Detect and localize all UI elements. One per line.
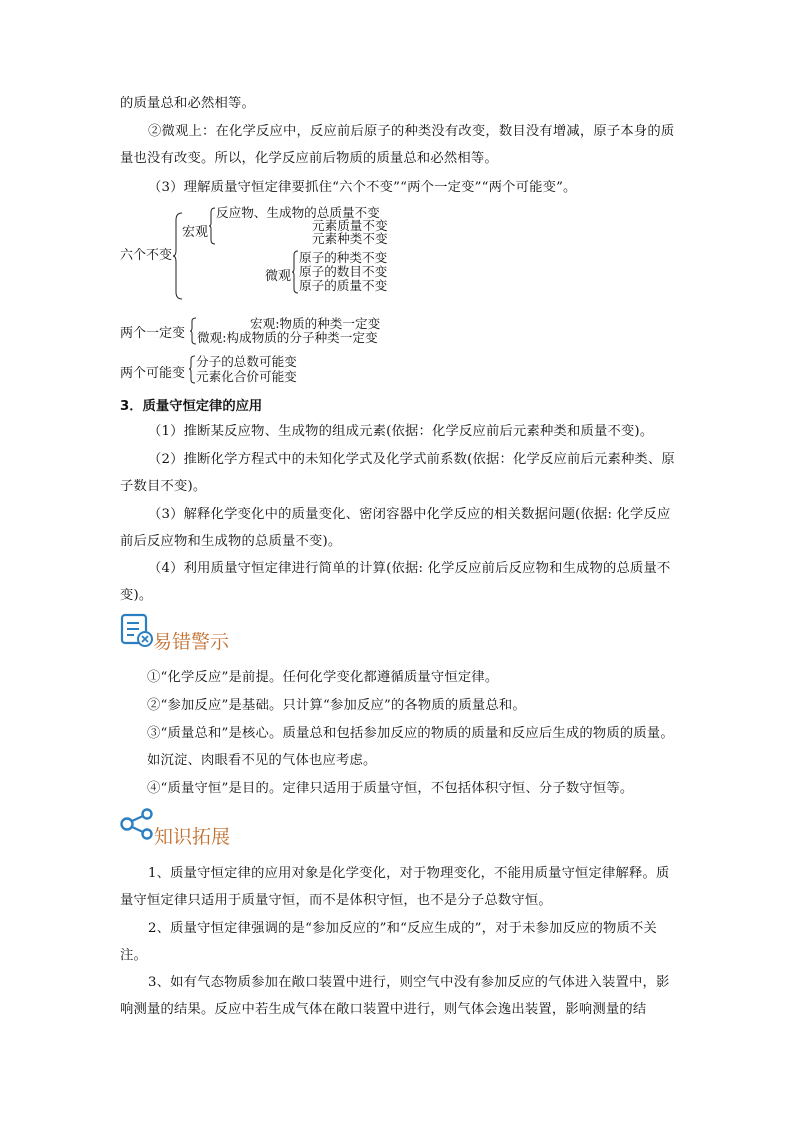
extension-section-title: 知识拓展	[154, 826, 231, 848]
continued-text: 的质量总和必然相等。	[120, 96, 255, 111]
macro-item-element-kind: 元素种类不变	[312, 231, 388, 246]
micro-brace	[292, 250, 299, 294]
may-change-brace	[189, 355, 196, 384]
macro-label: 宏观	[182, 225, 209, 240]
micro-explanation: ②微观上：在化学反应中，反应前后原子的种类没有改变，数目没有增减，原子本身的质量也没有改变。所以，化学反应前后物质的质量总和必然相等。	[120, 124, 675, 166]
two-must-change-label: 两个一定变	[120, 326, 186, 341]
must-change-brace	[190, 317, 197, 345]
macro-item-total-mass: 反应物、生成物的总质量不变	[216, 205, 380, 220]
mistake-warning-icon	[119, 612, 155, 648]
two-may-change-label: 两个可能变	[120, 366, 186, 381]
six-unchanged-label: 六个不变	[120, 248, 173, 263]
extension-item-2: 2、质量守恒定律强调的是“参加反应的”和“反应生成的”，对于未参加反应的物质不关注。	[120, 921, 658, 963]
warning-item-1: ①“化学反应”是前提。任何化学变化都遵循质量守恒定律。	[147, 670, 499, 685]
three-aspects-intro: （3）理解质量守恒定律要抓住“六个不变”“两个一定变”“两个可能变”。	[148, 180, 577, 195]
warning-item-3: ③“质量总和”是核心。质量总和包括参加反应的物质的质量和反应后生成的物质的质量。如沉淀、肉眼看不见的气体也应考虑。	[147, 726, 674, 768]
warning-section-title: 易错警示	[153, 631, 230, 653]
warning-item-2: ②“参加反应”是基础。只计算“参加反应”的各物质的质量总和。	[147, 698, 526, 713]
section-3-item-2: （2）推断化学方程式中的未知化学式及化学式前系数(依据：化学反应前后元素种类、原子数目不变)。	[120, 452, 675, 494]
may-change-molecule-count: 分子的总数可能变	[196, 354, 297, 369]
section-3-item-4: （4）利用质量守恒定律进行简单的计算(依据: 化学反应前后反应物和生成物的总质量不变)。	[120, 561, 671, 603]
micro-item-atom-mass: 原子的质量不变	[299, 278, 388, 293]
section-3-heading: 3．质量守恒定律的应用	[120, 399, 263, 414]
macro-item-element-mass: 元素质量不变	[312, 218, 388, 233]
extension-item-3: 3、如有气态物质参加在敞口装置中进行，则空气中没有参加反应的气体进入装置中，影响测量的结果。反应中若生成气体在敞口装置中进行，则气体会逸出装置，影响测量的结	[120, 975, 670, 1017]
must-change-macro: 宏观:物质的种类一定变	[250, 316, 381, 331]
macro-brace	[209, 207, 216, 245]
micro-item-atom-number: 原子的数目不变	[299, 264, 388, 279]
warning-item-4: ④“质量守恒”是目的。定律只适用于质量守恒，不包括体积守恒、分子数守恒等。	[147, 781, 634, 796]
micro-item-atom-kind: 原子的种类不变	[299, 250, 388, 265]
may-change-valence: 元素化合价可能变	[196, 369, 297, 384]
section-3-item-3: （3）解释化学变化中的质量变化、密闭容器中化学反应的相关数据问题(依据: 化学反应前后反应物和生成物的总质量不变)。	[120, 507, 671, 549]
section-3-item-1: （1）推断某反应物、生成物的组成元素(依据：化学反应前后元素种类和质量不变)。	[148, 424, 654, 439]
must-change-micro: 微观:构成物质的分子种类一定变	[197, 330, 378, 345]
micro-label: 微观	[265, 269, 292, 284]
share-nodes-icon	[119, 808, 157, 840]
extension-item-1: 1、质量守恒定律的应用对象是化学变化，对于物理变化，不能用质量守恒定律解释。质量守恒定律只适用于质量守恒，而不是体积守恒，也不是分子总数守恒。	[120, 866, 670, 908]
